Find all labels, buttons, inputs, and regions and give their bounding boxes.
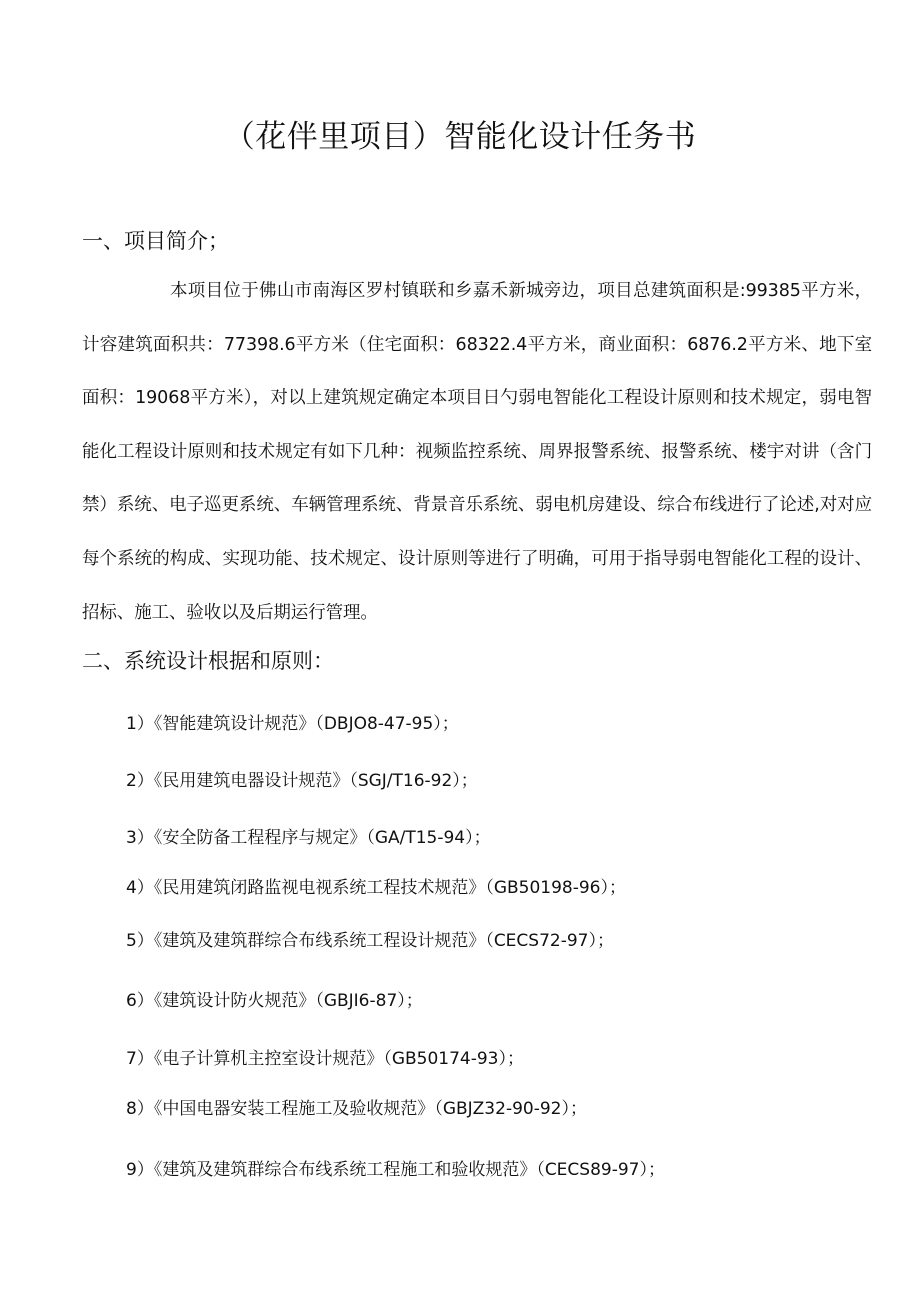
section-heading-project-intro: 一、项目简介； bbox=[82, 229, 229, 253]
standard-item: 8）《中国电器安装工程施工及验收规范》（GBJZ32-90-92）； bbox=[126, 1099, 587, 1119]
section-heading-design-basis: 二、系统设计根据和原则： bbox=[82, 649, 334, 673]
standard-item: 5）《建筑及建筑群综合布线系统工程设计规范》（CECS72-97）； bbox=[126, 931, 614, 951]
document-title: （花伴里项目）智能化设计任务书 bbox=[223, 119, 697, 155]
standard-item: 3）《安全防备工程程序与规定》（GA/T15-94）； bbox=[126, 828, 491, 848]
standard-item: 4）《民用建筑闭路监视电视系统工程技术规范》（GB50198-96）； bbox=[126, 878, 626, 898]
project-intro-paragraph: 本项目位于佛山市南海区罗村镇联和乡嘉禾新城旁边，项目总建筑面积是:99385平方米，计容建筑面积共：77398.6平方米（住宅面积：68322.4平方米，商业面积：6876.2平方米、地下室面积：19068平方米），对以上建筑规定确定本项目日勺弱电智能化工程设计原则和技术规定，弱电智能化工程设计原则和技术规定有如下几种：视频监控系统、周界报警系统、报警系统、楼宇对讲（含门禁）系统、电子巡更系统、车辆管理系统、背景音乐系统、弱电机房建设、综合布线进行了论述,对对应每个系统的构成、实现功能、技术规定、设计原则等进行了明确，可用于指导弱电智能化工程的设计、招标、施工、验收以及后期运行管理。 bbox=[82, 281, 872, 623]
standard-item: 7）《电子计算机主控室设计规范》（GB50174-93）； bbox=[126, 1049, 524, 1069]
standard-item: 2）《民用建筑电器设计规范》（SGJ/T16-92）； bbox=[126, 771, 478, 791]
standard-item: 6）《建筑设计防火规范》（GBJI6-87）； bbox=[126, 991, 423, 1011]
standard-item: 9）《建筑及建筑群综合布线系统工程施工和验收规范》（CECS89-97）； bbox=[126, 1160, 665, 1180]
standard-item: 1）《智能建筑设计规范》（DBJO8-47-95）； bbox=[126, 714, 459, 734]
